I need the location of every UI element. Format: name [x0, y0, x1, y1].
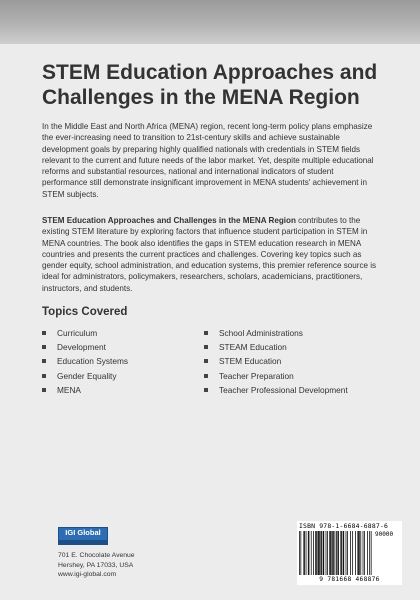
topics-list-left	[42, 326, 128, 397]
book-title	[42, 60, 382, 110]
bullet-icon	[42, 374, 46, 378]
barcode-bar	[327, 531, 328, 575]
bullet-icon	[42, 359, 46, 363]
barcode-bar	[319, 531, 320, 575]
isbn-barcode	[297, 521, 402, 585]
barcode-bar	[326, 531, 327, 575]
barcode-bar	[323, 531, 324, 575]
barcode-bar	[335, 531, 336, 575]
topic-item	[42, 383, 128, 397]
barcode-number: 9 781668 468876	[319, 576, 380, 583]
topic-label: Teacher Professional Development	[219, 384, 348, 395]
barcode-bar	[336, 531, 337, 575]
barcode-bar	[313, 531, 314, 575]
topic-label: Teacher Preparation	[219, 370, 294, 381]
bullet-icon	[42, 331, 46, 335]
barcode-bar	[309, 531, 310, 575]
topic-item	[204, 383, 348, 397]
barcode-bar	[350, 531, 351, 575]
barcode-bar	[359, 531, 360, 575]
barcode-bar	[315, 531, 316, 575]
bullet-icon	[204, 359, 208, 363]
barcode-bar	[343, 531, 344, 575]
topic-item	[42, 369, 128, 383]
topic-label: Gender Equality	[57, 370, 117, 381]
barcode-bar	[338, 531, 339, 575]
barcode-bar	[371, 531, 372, 575]
topic-item	[204, 326, 348, 340]
barcode-bar	[341, 531, 342, 575]
topic-item	[42, 326, 128, 340]
topic-label: Curriculum	[57, 328, 98, 338]
description-paragraph-2	[42, 215, 380, 294]
address-street: 701 E. Chocolate Avenue	[58, 552, 135, 559]
barcode-bar	[304, 531, 305, 575]
barcode-bar	[367, 531, 368, 575]
topic-item	[204, 340, 348, 354]
bullet-icon	[42, 345, 46, 349]
barcode-bar	[346, 531, 347, 575]
topic-label: Education Systems	[57, 356, 129, 367]
barcode-bar	[323, 531, 324, 575]
barcode-bar	[347, 531, 348, 575]
barcode-bar	[352, 531, 353, 575]
description-paragraph-1: In the Middle East and North Africa (MENA) region, recent long-term policy plans emphasize the ever-increasing need to transition to 21st-century skills and achieve sustainable development goals by preparing highly qualified nationals with credentials in STEM fields relevant to the current and future needs of the labor market. Yet, despite multiple educational reforms and substantial resources, national and international indicators of student performance still demonstrate insignificant improvement in MENA students' achievement in STEM subjects.	[42, 122, 374, 199]
topic-item	[42, 340, 128, 354]
title-line-1: STEM Education Approaches and	[42, 61, 378, 84]
barcode-bar	[337, 531, 338, 575]
barcode-bar	[360, 531, 361, 575]
bullet-icon	[204, 388, 208, 392]
bullet-icon	[204, 374, 208, 378]
barcode-bar	[306, 531, 307, 575]
barcode-bar	[329, 531, 330, 575]
title-line-2: Challenges in the MENA Region	[42, 86, 360, 109]
barcode-bar	[330, 531, 331, 575]
barcode-bar	[332, 531, 333, 575]
address-website: www.igi-global.com	[58, 571, 117, 579]
topic-label: STEM Education	[219, 356, 282, 367]
price-code: 90000	[375, 531, 394, 538]
topics-heading: Topics Covered	[42, 306, 128, 318]
barcode-bar	[299, 531, 300, 575]
address-city: Hershey, PA 17033, USA	[58, 561, 134, 569]
barcode-bar	[355, 531, 356, 575]
barcode-bar	[321, 531, 322, 575]
description-book-title: STEM Education Approaches and Challenges in the MENA Region	[42, 216, 296, 225]
barcode-bar	[363, 531, 364, 575]
topic-label: MENA	[57, 384, 81, 395]
barcode-bar	[333, 531, 334, 575]
publisher-logo-tagline-bar	[58, 541, 108, 545]
bullet-icon	[42, 388, 46, 392]
barcode-bar	[318, 531, 319, 575]
barcode-bar	[308, 531, 309, 575]
top-shadow-band	[0, 0, 420, 44]
topic-item	[42, 354, 128, 368]
topic-label: School Administrations	[219, 328, 303, 338]
barcode-bar	[303, 531, 304, 575]
topic-label: STEAM Education	[219, 342, 287, 353]
barcode-bar	[357, 531, 358, 575]
topics-list-right	[204, 326, 348, 397]
barcode-bar	[311, 531, 312, 575]
barcode-bar	[340, 531, 341, 575]
barcode-bar	[331, 531, 332, 575]
topic-item	[204, 354, 348, 368]
isbn-label: ISBN 978-1-6684-6887-6	[299, 522, 389, 530]
barcode-bar	[316, 531, 317, 575]
barcode-bar	[369, 531, 370, 575]
barcode-bar	[343, 531, 344, 575]
barcode-bar	[318, 531, 319, 575]
barcode-bars	[299, 531, 373, 575]
bullet-icon	[204, 345, 208, 349]
barcode-bar	[320, 531, 321, 575]
publisher-address	[58, 551, 135, 580]
barcode-bar	[358, 531, 359, 575]
topic-item	[204, 369, 348, 383]
barcode-bar	[364, 531, 365, 575]
description-body: contributes to the existing STEM literature by exploring factors that influence student participation in STEM in MENA countries. The book also identifies the gaps in STEM education research in MENA countries and presents the current practices and challenges. Covering key topics such as gender equity, school administration, and education systems, this premier reference source is ideal for administrators, policymakers, researchers, scholars, academicians, practitioners, instructors, and students.	[42, 216, 377, 293]
topic-label: Development	[57, 342, 106, 353]
bullet-icon	[204, 331, 208, 335]
publisher-logo: IGI Global	[58, 527, 108, 541]
barcode-bar	[300, 531, 301, 575]
